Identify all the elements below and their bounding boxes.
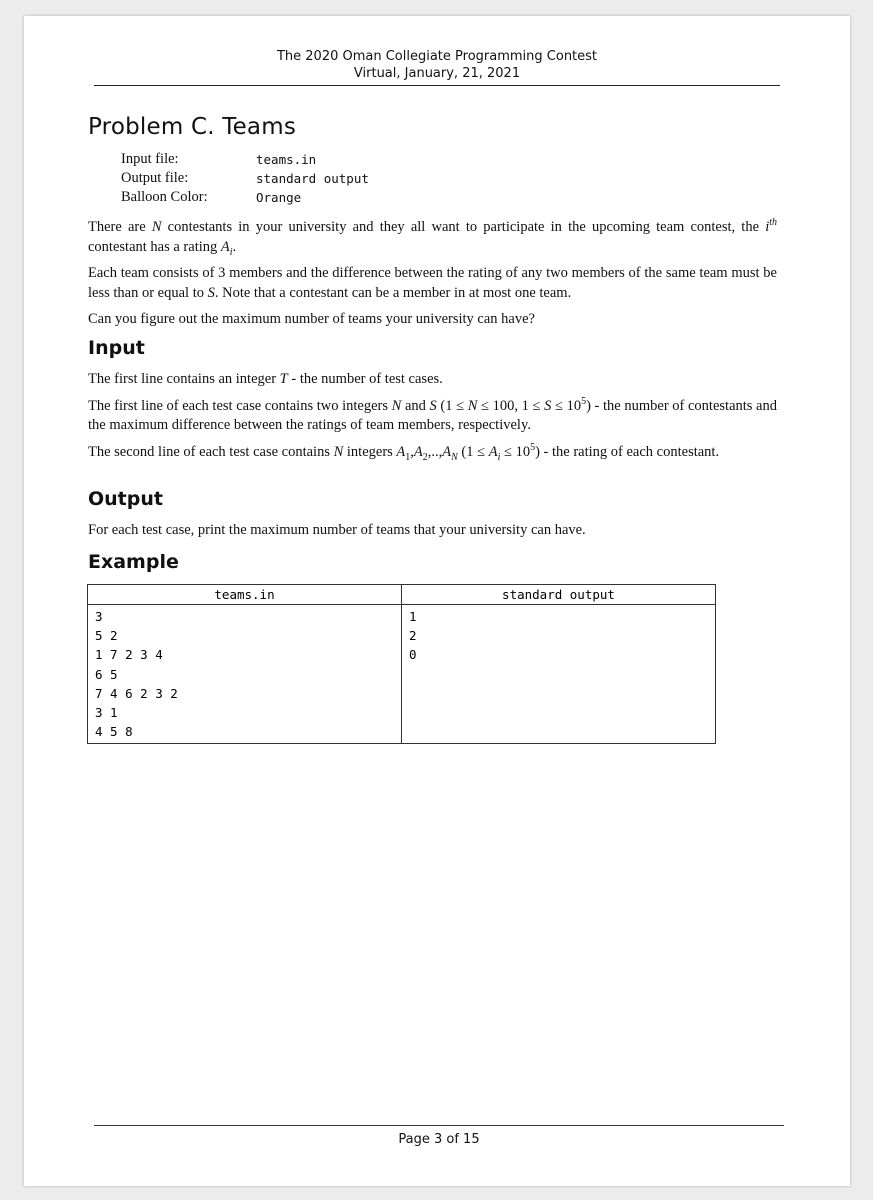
meta-row-balloon-color — [121, 188, 369, 207]
example-output-line: 1 — [409, 609, 417, 624]
example-input-line: 5 2 — [95, 628, 118, 644]
meta-row-input-file — [121, 150, 369, 169]
document-page — [24, 16, 850, 1186]
header-rule — [94, 85, 780, 86]
example-output-line: 2 — [409, 628, 417, 644]
example-output-lines — [402, 605, 715, 665]
meta-key: Balloon Color: — [121, 189, 208, 205]
example-heading: Example — [88, 551, 179, 573]
problem-title: Problem C. Teams — [88, 114, 296, 140]
example-input-line: 1 7 2 3 4 — [95, 647, 163, 663]
input-paragraph-1: The first line contains an integer T - the number of test cases. — [88, 371, 443, 387]
example-input-lines — [88, 605, 401, 741]
input-paragraph-3: The second line of each test case contains N integers $A_1,A_2,..,A_N$ $(1 \le A_i \le 10^5)$ - the rating of each contestant. — [88, 441, 720, 463]
meta-key: Input file: — [121, 151, 179, 167]
example-input-column — [88, 585, 402, 743]
example-input-line: 3 1 — [95, 705, 118, 721]
problem-statement — [88, 218, 777, 337]
output-heading: Output — [88, 488, 163, 510]
statement-paragraph-1: There are N contestants in your university and they all want to participate in the upcoming team contest, the $i^{th}$ contestant has a rating $A_i$. — [88, 217, 777, 258]
statement-paragraph-3: Can you figure out the maximum number of teams your university can have? — [88, 311, 535, 327]
meta-key: Output file: — [121, 170, 189, 186]
example-input-line: 4 5 8 — [95, 724, 133, 740]
example-table — [87, 584, 716, 744]
example-input-header: teams.in — [88, 585, 401, 605]
meta-value: Orange — [256, 190, 302, 205]
example-input-line: 6 5 — [95, 666, 118, 682]
meta-value: teams.in — [256, 152, 317, 167]
example-input-line: 3 — [95, 609, 103, 624]
header-contest-name: The 2020 Oman Collegiate Programming Contest — [276, 49, 598, 64]
example-output-header: standard output — [402, 585, 715, 605]
statement-paragraph-2: Each team consists of 3 members and the difference between the rating of any two members of the same team must be less than or equal to S. Note that a contestant can be a member in at most one team. — [88, 265, 777, 301]
page-number: Page 3 of 15 — [398, 1132, 480, 1147]
output-paragraph: For each test case, print the maximum number of teams that your university can have. — [88, 522, 586, 538]
page-header — [94, 48, 780, 82]
input-section-text — [88, 370, 777, 469]
problem-meta-table — [121, 150, 369, 207]
input-paragraph-2: The first line of each test case contains two integers N and S (1 ≤ N ≤ 100, $1 \le S \le 10^5$) - the number of contestants and the maximum difference between the ratings of team members, respectively. — [88, 395, 777, 433]
example-input-line: 7 4 6 2 3 2 — [95, 685, 178, 701]
footer-rule — [94, 1125, 784, 1126]
meta-value: standard output — [256, 171, 369, 186]
meta-row-output-file — [121, 169, 369, 188]
example-output-line: 0 — [409, 647, 417, 663]
output-section-text — [88, 521, 777, 548]
header-contest-date: Virtual, January, 21, 2021 — [353, 66, 521, 81]
input-heading: Input — [88, 337, 145, 359]
example-output-column — [402, 585, 715, 743]
